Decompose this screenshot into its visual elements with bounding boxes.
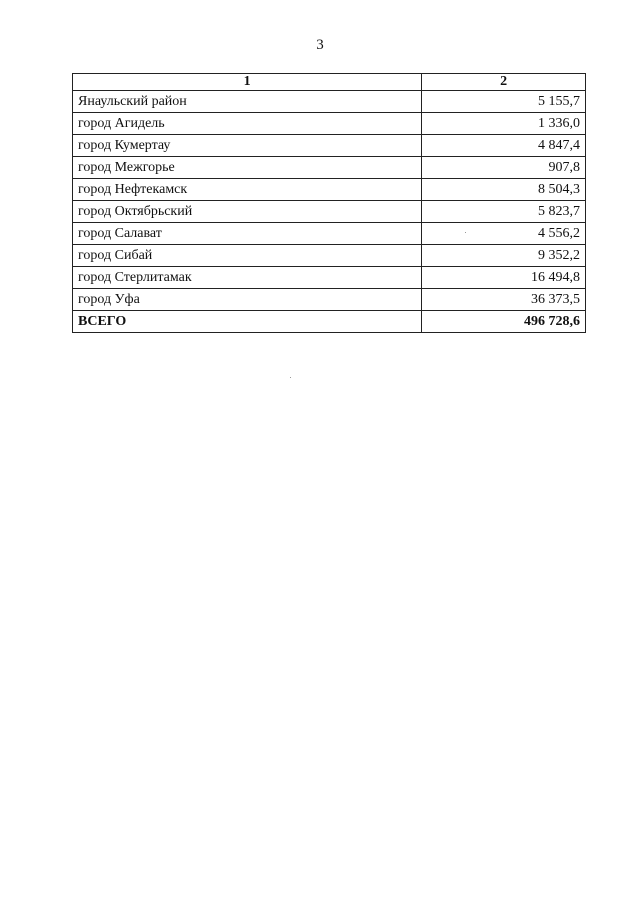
- column-header-2: 2: [422, 74, 586, 91]
- row-value: 907,8: [422, 157, 586, 179]
- total-row: [73, 311, 586, 333]
- table-row: [73, 157, 586, 179]
- table-row: [73, 245, 586, 267]
- scan-speck: [290, 377, 291, 378]
- row-name: Янаульский район: [73, 91, 422, 113]
- table-row: [73, 267, 586, 289]
- table-row: [73, 113, 586, 135]
- table-row: [73, 223, 586, 245]
- table-row: [73, 179, 586, 201]
- table-row: [73, 289, 586, 311]
- row-value: 16 494,8: [422, 267, 586, 289]
- row-name: город Кумертау: [73, 135, 422, 157]
- row-value: 4 847,4: [422, 135, 586, 157]
- row-name: город Уфа: [73, 289, 422, 311]
- row-name: город Октябрьский: [73, 201, 422, 223]
- row-value: 1 336,0: [422, 113, 586, 135]
- row-value: 5 823,7: [422, 201, 586, 223]
- table-row: [73, 201, 586, 223]
- row-value: 36 373,5: [422, 289, 586, 311]
- row-value: 5 155,7: [422, 91, 586, 113]
- row-name: город Салават: [73, 223, 422, 245]
- row-name: город Агидель: [73, 113, 422, 135]
- scan-speck: [465, 232, 466, 233]
- row-name: город Сибай: [73, 245, 422, 267]
- table-header-row: [73, 74, 586, 91]
- table-row: [73, 91, 586, 113]
- row-name: город Межгорье: [73, 157, 422, 179]
- total-label: ВСЕГО: [73, 311, 422, 333]
- column-header-1: 1: [73, 74, 422, 91]
- row-value: 8 504,3: [422, 179, 586, 201]
- row-value: 4 556,2: [422, 223, 586, 245]
- row-name: город Нефтекамск: [73, 179, 422, 201]
- row-value: 9 352,2: [422, 245, 586, 267]
- total-value: 496 728,6: [422, 311, 586, 333]
- page-number: 3: [316, 37, 324, 53]
- allocation-table: [72, 73, 586, 333]
- table-row: [73, 135, 586, 157]
- row-name: город Стерлитамак: [73, 267, 422, 289]
